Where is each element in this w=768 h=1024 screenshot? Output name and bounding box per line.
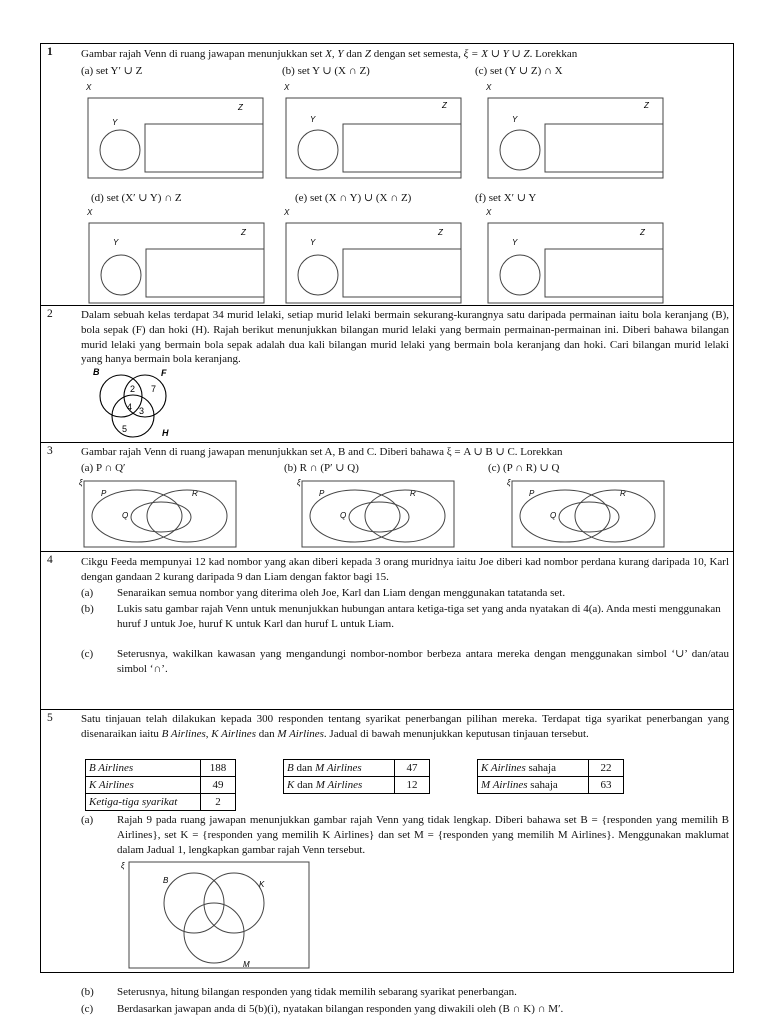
- universal-box: [129, 862, 309, 968]
- stem-text: . Jadual di bawah menunjukkan keputusan tinjauan tersebut.: [323, 727, 589, 740]
- question-number: 2: [47, 308, 53, 320]
- label-r: R: [410, 489, 416, 498]
- airline-name: M Airlines: [277, 727, 324, 740]
- label-x: X: [284, 83, 290, 92]
- table-cell-value: 12: [395, 777, 430, 794]
- universal-box: [488, 223, 663, 303]
- table-cell-label: K Airlines sahaja: [478, 760, 589, 777]
- part-label-b: (b): [81, 603, 94, 615]
- label-xi: ξ: [121, 861, 125, 870]
- universal-box: [488, 98, 663, 178]
- label-y: Y: [310, 238, 316, 247]
- universal-box: [88, 98, 263, 178]
- venn-diagram-3b: [297, 477, 457, 549]
- table-cell-value: 22: [589, 760, 624, 777]
- region-value: 3: [139, 406, 145, 416]
- set-r-ellipse: [365, 490, 445, 542]
- part-label-d: (d) set (X′ ∪ Y) ∩ Z: [91, 192, 182, 204]
- table-row: [284, 777, 430, 794]
- label-x: X: [86, 83, 92, 92]
- label-x: X: [87, 208, 93, 217]
- venn-diagram-q5: [121, 860, 321, 972]
- part-text-b: Lukis satu gambar rajah Venn untuk menunjukkan hubungan antara ketiga-tiga set yang anda nyatakan di 4(a). Anda mesti menggunakan huruf J untuk Joe, huruf K untuk Karl dan huruf L untuk Liam.: [117, 603, 721, 630]
- worksheet: [40, 43, 734, 1015]
- region-value: 2: [130, 384, 136, 394]
- region-value: 5: [122, 424, 128, 434]
- label-y: Y: [512, 115, 518, 124]
- survey-table-2: [283, 759, 430, 794]
- universal-box: [286, 223, 461, 303]
- region-value: 4: [127, 402, 133, 412]
- table-row: [86, 794, 236, 811]
- set-z-rect: [343, 249, 461, 297]
- set-y-circle: [298, 255, 338, 295]
- table-cell-value: 2: [201, 794, 236, 811]
- stem-text: dan: [343, 48, 365, 60]
- label-b: B: [93, 367, 100, 377]
- question-1-stem: [81, 47, 731, 62]
- label-z: Z: [241, 228, 246, 237]
- table-row: [478, 777, 624, 794]
- table-cell-value: 63: [589, 777, 624, 794]
- venn-diagram-q2: [89, 366, 189, 442]
- set-p-ellipse: [92, 490, 182, 542]
- part-label-c: (c): [81, 648, 94, 660]
- region-value: 7: [151, 384, 157, 394]
- stem-text: . Lorekkan: [529, 48, 578, 60]
- venn-diagram-1c: [486, 82, 669, 180]
- label-k: K: [259, 880, 265, 889]
- set-r-ellipse: [147, 490, 227, 542]
- label-z: Z: [644, 101, 649, 110]
- part-label-b: (b) R ∩ (P′ ∪ Q): [284, 462, 359, 474]
- table-row: [478, 760, 624, 777]
- set-z-rect: [545, 124, 663, 172]
- part-label-e: (e) set (X ∩ Y) ∪ (X ∩ Z): [295, 192, 412, 204]
- table-cell-value: 47: [395, 760, 430, 777]
- venn-diagram-1a: [86, 82, 269, 180]
- label-h: H: [162, 428, 169, 438]
- label-f: F: [161, 368, 167, 378]
- question-3: [41, 443, 733, 552]
- part-label-c: (c) set (Y ∪ Z) ∩ X: [475, 65, 563, 77]
- venn-diagram-3a: [79, 477, 239, 549]
- question-5-stem: [81, 712, 729, 742]
- label-x: X: [284, 208, 290, 217]
- set-y-circle: [500, 130, 540, 170]
- part-label-b: (b) set Y ∪ (X ∩ Z): [282, 65, 370, 77]
- survey-table-1: [85, 759, 236, 811]
- question-number: 5: [47, 712, 53, 724]
- label-xi: ξ: [79, 478, 83, 487]
- table-cell-label: K Airlines: [86, 777, 201, 794]
- universal-box: [84, 481, 236, 547]
- part-label-f: (f) set X′ ∪ Y: [475, 192, 537, 204]
- question-4-stem: Cikgu Feeda mempunyai 12 kad nombor yang akan diberi kepada 3 orang muridnya iaitu Joe diberi kad nombor perdana kurang daripada 10, Karl dengan gandaan 2 kurang daripada 9 dan Liam dengan faktor bagi 15.: [81, 556, 729, 583]
- part-label-c: (c): [81, 1003, 94, 1015]
- set-y-circle: [100, 130, 140, 170]
- stem-text: Gambar rajah Venn di ruang jawapan menunjukkan set: [81, 48, 326, 60]
- table-row: [86, 777, 236, 794]
- label-b: B: [163, 876, 169, 885]
- label-p: P: [319, 489, 325, 498]
- part-text-b: Seterusnya, hitung bilangan responden yang tidak memilih sebarang syarikat penerbangan.: [117, 986, 517, 998]
- label-z: Z: [438, 228, 443, 237]
- question-1: [41, 44, 733, 306]
- universal-box: [512, 481, 664, 547]
- label-q: Q: [122, 511, 129, 520]
- label-x: X: [486, 83, 492, 92]
- label-m: M: [243, 960, 250, 969]
- label-xi: ξ: [297, 478, 301, 487]
- stem-text: dengan set semesta,: [371, 48, 464, 60]
- table-cell-label: B dan M Airlines: [284, 760, 395, 777]
- venn-diagram-1e: [284, 207, 467, 305]
- set-z-rect: [545, 249, 663, 297]
- venn-diagram-1d: [87, 207, 270, 305]
- venn-diagram-1b: [284, 82, 467, 180]
- table-cell-label: M Airlines sahaja: [478, 777, 589, 794]
- label-r: R: [620, 489, 626, 498]
- airline-name: K Airlines: [211, 727, 256, 740]
- stem-text: Satu tinjauan telah dilakukan kepada 300 responden tentang syarikat penerbangan pilihan mereka. Terdapat tiga syarikat penerbangan yang disenaraikan iaitu: [81, 713, 729, 740]
- label-q: Q: [340, 511, 347, 520]
- question-2: [41, 306, 733, 443]
- label-p: P: [101, 489, 107, 498]
- label-q: Q: [550, 511, 557, 520]
- stem-var-z: Z: [364, 48, 372, 60]
- label-y: Y: [512, 238, 518, 247]
- airline-name: B Airlines: [161, 727, 206, 740]
- part-label-b: (b): [81, 986, 94, 998]
- question-2-text: Dalam sebuah kelas terdapat 34 murid lelaki, setiap murid lelaki bermain sekurang-kurangnya satu daripada permainan iaitu bola keranjang (B), bola sepak (F) dan hoki (H). Rajah berikut menunjukkan bilangan murid lelaki yang bermain permainan-permainan ini. Diberi bahawa bilangan murid lelaki yang bermain bola sepak adalah dua kali bilangan murid lelaki yang bermain bola keranjang dan hoki. Cari bilangan murid lelaki yang hanya bermain bola keranjang.: [81, 309, 729, 366]
- label-y: Y: [310, 115, 316, 124]
- set-z-rect: [343, 124, 461, 172]
- label-p: P: [529, 489, 535, 498]
- table-cell-label: Ketiga-tiga syarikat: [86, 794, 201, 811]
- stem-vars: X, Y: [325, 48, 344, 60]
- part-label-a: (a): [81, 587, 94, 599]
- universal-box: [302, 481, 454, 547]
- stem-text: ,: [205, 727, 212, 740]
- survey-table-3: [477, 759, 624, 794]
- universal-box: [286, 98, 461, 178]
- question-number: 1: [47, 46, 53, 58]
- part-text-c: Seterusnya, wakilkan kawasan yang mengandungi nombor-nombor berbeza antara mereka dengan menggunakan simbol ‘∪’ dan/atau simbol ‘∩’.: [117, 648, 729, 675]
- part-text-c: Berdasarkan jawapan anda di 5(b)(i), nyatakan bilangan responden yang diwakili oleh (B ∩ K) ∩ M′.: [117, 1003, 564, 1015]
- set-p-ellipse: [520, 490, 610, 542]
- set-y-circle: [298, 130, 338, 170]
- label-y: Y: [112, 118, 118, 127]
- set-p-ellipse: [310, 490, 400, 542]
- set-b-circle: [100, 375, 145, 417]
- question-number: 4: [47, 554, 53, 566]
- venn-diagram-3c: [507, 477, 667, 549]
- question-3-stem: Gambar rajah Venn di ruang jawapan menunjukkan set A, B and C. Diberi bahawa ξ = A ∪ B ∪ C. Lorekkan: [81, 446, 563, 458]
- set-y-circle: [500, 255, 540, 295]
- table-row: [284, 760, 430, 777]
- part-label-c: (c) (P ∩ R) ∪ Q: [488, 462, 560, 474]
- label-z: Z: [238, 103, 243, 112]
- question-4: [41, 552, 733, 710]
- label-x: X: [486, 208, 492, 217]
- part-label-a: (a) set Y′ ∪ Z: [81, 65, 143, 77]
- question-number: 3: [47, 445, 53, 457]
- table-cell-label: K dan M Airlines: [284, 777, 395, 794]
- stem-formula: ξ = X ∪ Y ∪ Z: [463, 48, 530, 60]
- table-row: [86, 760, 236, 777]
- label-r: R: [192, 489, 198, 498]
- universal-box: [89, 223, 264, 303]
- label-z: Z: [442, 101, 447, 110]
- question-5: [41, 710, 733, 1015]
- label-xi: ξ: [507, 478, 511, 487]
- part-text-a: Senaraikan semua nombor yang diterima oleh Joe, Karl dan Liam dengan menggunakan tatatanda set.: [117, 587, 566, 599]
- part-label-a: (a) P ∩ Q′: [81, 462, 126, 474]
- set-r-ellipse: [575, 490, 655, 542]
- set-h-circle: [112, 395, 154, 437]
- set-z-rect: [146, 249, 264, 297]
- set-y-circle: [101, 255, 141, 295]
- stem-text: dan: [255, 727, 278, 740]
- table-cell-value: 188: [201, 760, 236, 777]
- part-label-a: (a): [81, 814, 94, 826]
- label-y: Y: [113, 238, 119, 247]
- table-cell-label: B Airlines: [86, 760, 201, 777]
- set-z-rect: [145, 124, 263, 172]
- table-cell-value: 49: [201, 777, 236, 794]
- venn-diagram-1f: [486, 207, 669, 305]
- part-text-a: Rajah 9 pada ruang jawapan menunjukkan gambar rajah Venn yang tidak lengkap. Diberi bahawa set B = {responden yang memilih B Airlines}, set K = {responden yang memilih K Airlines} dan set M = {responden yang memilih M Airlines}. Menggunakan maklumat dalam Jadual 1, lengkapkan gambar rajah Venn tersebut.: [117, 814, 729, 856]
- label-z: Z: [640, 228, 645, 237]
